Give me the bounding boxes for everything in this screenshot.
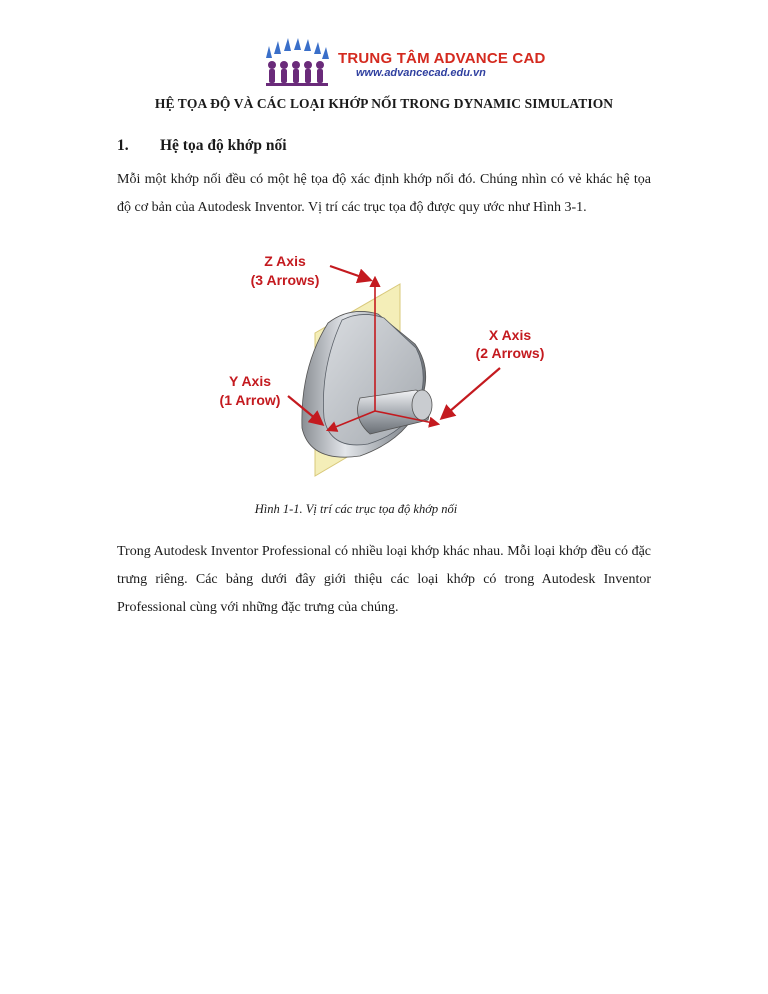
y-axis-label: Y Axis: [228, 373, 272, 389]
x-label-pointer: [442, 368, 500, 418]
brand-url: www.advancecad.edu.vn: [356, 67, 486, 79]
section-heading: Hệ tọa độ khớp nối: [160, 137, 287, 154]
z-axis-label: Z Axis: [264, 253, 306, 269]
x-axis-label: X Axis: [488, 327, 532, 343]
paragraph-joint-types: Trong Autodesk Inventor Professional có nhiều loại khớp khác nhau. Mỗi loại khớp đều có đặc trưng riêng. Các bảng dưới đây giới thiệu các loại khớp có trong Autodesk Inventor Professional cùng với những đặc trưng của chúng.: [117, 544, 651, 615]
paragraph-intro: Mỗi một khớp nối đều có một hệ tọa độ xác định khớp nối đó. Chúng nhìn có vẻ khác hệ tọa độ cơ bản của Autodesk Inventor. Vị trí các trục tọa độ được quy ước như Hình 3-1.: [117, 172, 651, 215]
document-title: HỆ TỌA ĐỘ VÀ CÁC LOẠI KHỚP NỐI TRONG DYNAMIC SIMULATION: [154, 96, 614, 111]
z-label-pointer: [330, 266, 370, 280]
y-axis-sublabel: (1 Arrow): [219, 392, 281, 408]
z-axis-sublabel: (3 Arrows): [250, 272, 320, 288]
joint-coordinate-figure: [210, 248, 560, 488]
figure-caption: Hình 1-1. Vị trí các trục tọa độ khớp nối: [254, 502, 458, 516]
section-number: 1.: [117, 137, 129, 154]
page-header: [0, 38, 768, 92]
shaft-end: [412, 390, 432, 420]
brand-name: TRUNG TÂM ADVANCE CAD: [338, 50, 546, 67]
x-axis-sublabel: (2 Arrows): [475, 345, 545, 361]
advance-cad-logo-icon: [258, 38, 336, 92]
